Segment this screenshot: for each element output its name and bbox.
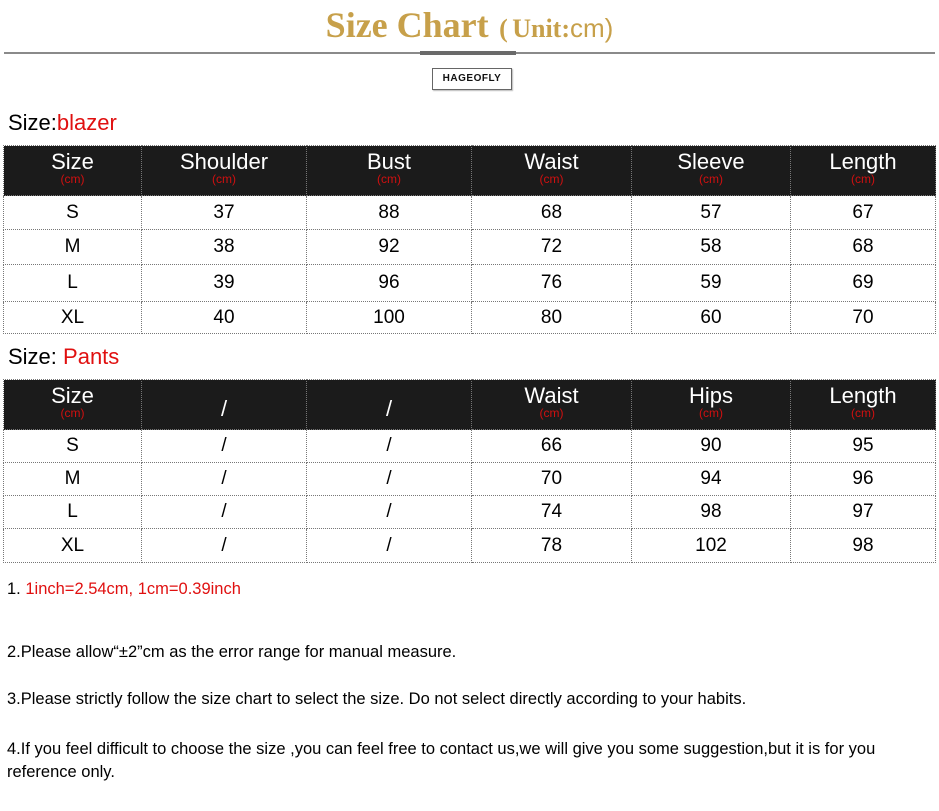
brand-logo: HAGEOFLY [432, 68, 512, 90]
table-cell: S [4, 196, 142, 230]
blazer-header-cell: Waist (cm) [472, 146, 632, 196]
table-cell: 37 [142, 196, 307, 230]
table-cell: 98 [791, 529, 936, 563]
table-cell: S [4, 430, 142, 463]
table-cell: / [142, 430, 307, 463]
pants-header-cell: Hips (cm) [632, 380, 791, 430]
table-cell: 40 [142, 302, 307, 334]
table-cell: 88 [307, 196, 472, 230]
table-cell: XL [4, 302, 142, 334]
title-paren: ( [499, 14, 508, 43]
table-cell: 95 [791, 430, 936, 463]
table-cell: 72 [472, 230, 632, 265]
table-cell: L [4, 496, 142, 529]
table-row [4, 265, 936, 302]
table-cell: 76 [472, 265, 632, 302]
pants-header-cell: / [142, 380, 307, 430]
blazer-header-cell: Size (cm) [4, 146, 142, 196]
blazer-label-name: blazer [56, 110, 117, 135]
table-cell: 70 [472, 463, 632, 496]
table-cell: / [307, 496, 472, 529]
pants-header-cell: Waist (cm) [472, 380, 632, 430]
table-cell: 67 [791, 196, 936, 230]
table-cell: 78 [472, 529, 632, 563]
pants-header-cell: Size (cm) [4, 380, 142, 430]
title-divider-accent [420, 51, 516, 55]
table-row [4, 196, 936, 230]
table-cell: 39 [142, 265, 307, 302]
blazer-size-table [3, 145, 936, 334]
table-cell: 68 [472, 196, 632, 230]
table-cell: 57 [632, 196, 791, 230]
table-cell: 96 [791, 463, 936, 496]
table-cell: / [307, 463, 472, 496]
table-cell: / [142, 496, 307, 529]
table-cell: 38 [142, 230, 307, 265]
title-text: Size Chart [325, 5, 489, 45]
table-cell: 94 [632, 463, 791, 496]
pants-header-cell: / [307, 380, 472, 430]
note-follow-chart: 3.Please strictly follow the size chart to select the size. Do not select directly according to your habits. [7, 690, 747, 708]
table-cell: / [307, 430, 472, 463]
pants-section-label [8, 344, 119, 370]
title-unit-label: Unit: [512, 14, 570, 43]
table-cell: L [4, 265, 142, 302]
pants-header-row [4, 380, 936, 430]
table-cell: 66 [472, 430, 632, 463]
table-cell: / [142, 463, 307, 496]
table-cell: 98 [632, 496, 791, 529]
table-cell: 60 [632, 302, 791, 334]
table-cell: 68 [791, 230, 936, 265]
blazer-header-cell: Bust (cm) [307, 146, 472, 196]
pants-label-name: Pants [63, 344, 120, 369]
table-cell: 97 [791, 496, 936, 529]
table-cell: 69 [791, 265, 936, 302]
note-conversion: 1. 1inch=2.54cm, 1cm=0.39inch [7, 580, 241, 598]
table-cell: 102 [632, 529, 791, 563]
table-row [4, 496, 936, 529]
table-cell: 59 [632, 265, 791, 302]
table-cell: 58 [632, 230, 791, 265]
table-cell: 70 [791, 302, 936, 334]
blazer-label-prefix: Size: [8, 110, 57, 135]
table-cell: / [307, 529, 472, 563]
table-cell: 96 [307, 265, 472, 302]
table-cell: 100 [307, 302, 472, 334]
note-error-range: 2.Please allow“±2”cm as the error range for manual measure. [7, 643, 457, 661]
table-cell: XL [4, 529, 142, 563]
table-row [4, 430, 936, 463]
table-row [4, 463, 936, 496]
table-cell: / [142, 529, 307, 563]
blazer-section-label [8, 110, 117, 136]
table-cell: 92 [307, 230, 472, 265]
pants-label-prefix: Size: [8, 344, 64, 369]
blazer-header-cell: Shoulder (cm) [142, 146, 307, 196]
pants-size-table [3, 379, 936, 563]
note-conversion-text: 1inch=2.54cm, 1cm=0.39inch [25, 580, 241, 598]
page-title [0, 4, 939, 46]
note-contact: 4.If you feel difficult to choose the size ,you can feel free to contact us,we will give you some suggestion,but it is for you reference only. [7, 740, 876, 781]
pants-header-cell: Length (cm) [791, 380, 936, 430]
table-cell: 74 [472, 496, 632, 529]
table-row [4, 302, 936, 334]
table-cell: M [4, 463, 142, 496]
table-cell: 90 [632, 430, 791, 463]
blazer-header-row [4, 146, 936, 196]
table-cell: M [4, 230, 142, 265]
blazer-header-cell: Sleeve (cm) [632, 146, 791, 196]
table-row [4, 529, 936, 563]
table-cell: 80 [472, 302, 632, 334]
blazer-header-cell: Length (cm) [791, 146, 936, 196]
table-row [4, 230, 936, 265]
title-unit-value: cm) [570, 13, 614, 43]
